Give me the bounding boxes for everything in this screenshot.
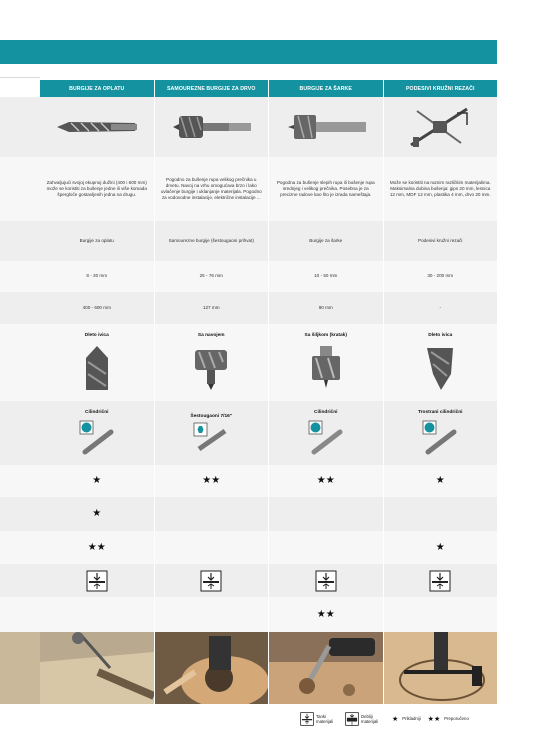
tip-cell xyxy=(268,324,383,401)
table-row-name xyxy=(40,221,497,261)
usage-photo-hinge xyxy=(268,632,383,704)
length-cell: 400 - 600 mm xyxy=(40,292,154,324)
name-cell: Burgije za šarke xyxy=(268,221,383,261)
shank-label: Šestougaoni 7/16" xyxy=(190,413,233,419)
shank-label: Cilindrični xyxy=(314,409,338,415)
tip-label: Dleto ivica xyxy=(428,332,453,338)
legend-label: Tanki materijali xyxy=(316,713,334,724)
round-shank-icon xyxy=(308,420,344,456)
legend-thick xyxy=(345,712,385,726)
thin-material-icon xyxy=(86,570,108,592)
length-cell: 127 mm xyxy=(154,292,269,324)
column-header: BURGIJE ZA ŠARKE xyxy=(268,80,383,97)
thick-material-icon xyxy=(345,712,359,726)
row-label-cell xyxy=(0,597,40,632)
shank-label: Trostrani cilindrični xyxy=(417,409,463,415)
round-shank-icon xyxy=(79,420,115,456)
material-cell xyxy=(40,564,154,597)
table-row-diameter xyxy=(40,261,497,292)
description-cell: Pogodna za bušenje slepih rupa ili bušenje rupa srednjeg i velikog prečnika. Posebna je za precizne radove kao što je izrada nameštaja. xyxy=(268,157,383,221)
shank-cell xyxy=(40,401,154,465)
drilling-wood-photo xyxy=(40,632,154,704)
rating-stars: ★ xyxy=(92,508,102,519)
row-label-cell xyxy=(0,97,40,157)
rating-cell xyxy=(40,597,154,632)
row-label-cell xyxy=(0,401,40,465)
bit-image-cell xyxy=(40,97,154,157)
rating-cell xyxy=(268,465,383,497)
row-label-cell xyxy=(0,324,40,401)
shank-cell xyxy=(383,401,498,465)
legend-recommended xyxy=(428,716,469,723)
usage-photos xyxy=(40,632,497,704)
rating-cell xyxy=(383,531,498,564)
row-label-cell xyxy=(0,465,40,497)
rating-stars: ★ xyxy=(435,475,445,486)
table-row-rating xyxy=(40,531,497,564)
row-label-cell xyxy=(0,564,40,597)
legend-label: Preporučeno xyxy=(444,716,469,722)
hex-shank-icon xyxy=(193,422,229,452)
row-label-cell xyxy=(0,531,40,564)
rating-stars: ★★ xyxy=(316,475,335,486)
legend-label: Debliji materijali xyxy=(361,713,379,724)
material-cell xyxy=(154,564,269,597)
length-cell: - xyxy=(383,292,498,324)
threaded-tip-icon xyxy=(191,344,231,392)
rating-stars: ★★ xyxy=(87,541,106,553)
rating-cell xyxy=(268,531,383,564)
column-header: PODESIVI KRUŽNI REZAČI xyxy=(383,80,498,97)
divider xyxy=(0,77,40,78)
rating-cell xyxy=(383,497,498,531)
rating-stars: ★ xyxy=(435,541,445,553)
material-cell xyxy=(383,564,498,597)
star-icon: ★★ xyxy=(427,715,441,723)
chisel-edge-tip-icon xyxy=(423,344,457,392)
rating-cell xyxy=(40,465,154,497)
table-row-shank xyxy=(40,401,497,465)
name-cell: Samourezne burgije (šestougaoni prihvat) xyxy=(154,221,269,261)
column-header: SAMOUREZNE BURGIJE ZA DRVO xyxy=(154,80,269,97)
rating-cell xyxy=(154,531,269,564)
rating-stars: ★ xyxy=(92,475,102,486)
column-header: BURGIJE ZA OPLATU xyxy=(40,80,154,97)
usage-photo-formwork xyxy=(40,632,154,704)
shank-cell xyxy=(154,401,269,465)
hinge-bit-icon xyxy=(284,110,368,144)
rating-cell xyxy=(268,497,383,531)
rating-cell xyxy=(154,497,269,531)
name-cell: Podesivi kružni rezači xyxy=(383,221,498,261)
length-cell: 90 mm xyxy=(268,292,383,324)
table-row-rating xyxy=(40,597,497,632)
table-header xyxy=(40,80,497,97)
bit-image-cell xyxy=(154,97,269,157)
description-cell: Zahvaljujući svojoj ekupnoj dužini (400 i 600 mm) može se koristiti za bušenje jedne ili više komada špergloče gostavljenih jedna na drugu. xyxy=(40,157,154,221)
table-row-rating xyxy=(40,465,497,497)
material-cell xyxy=(268,564,383,597)
row-label-cell xyxy=(0,632,40,704)
rating-cell xyxy=(383,597,498,632)
tip-cell xyxy=(154,324,269,401)
rating-cell xyxy=(383,465,498,497)
diameter-cell: 8 - 30 mm xyxy=(40,261,154,292)
thin-material-icon xyxy=(315,570,337,592)
rating-cell xyxy=(154,597,269,632)
table-row-rating xyxy=(40,497,497,531)
tip-label: Sa navojem xyxy=(197,332,225,338)
circle-cutter-icon xyxy=(405,103,475,151)
table-row-description xyxy=(40,157,497,221)
table-row-length xyxy=(40,292,497,324)
shank-cell xyxy=(268,401,383,465)
table-row-material xyxy=(40,564,497,597)
legend-thin xyxy=(300,712,338,726)
row-label-cell xyxy=(0,221,40,261)
usage-photo-circle-cutter xyxy=(383,632,498,704)
tip-label: Dleto ivica xyxy=(84,332,109,338)
star-icon: ★ xyxy=(392,715,399,723)
auger-drilling-photo xyxy=(155,632,269,704)
row-label-cell xyxy=(0,292,40,324)
diameter-cell: 10 - 50 mm xyxy=(268,261,383,292)
tip-cell xyxy=(383,324,498,401)
top-banner xyxy=(0,40,497,64)
tip-label: Sa šiljkom (kratak) xyxy=(304,332,347,338)
thin-material-icon xyxy=(200,570,222,592)
spur-tip-icon xyxy=(306,344,346,392)
rating-cell xyxy=(154,465,269,497)
description-cell: Može se koristiti na raznim različitim materijalima. Maksimalna dubina bušenja: gips 20 mm, lesnica 12 mm, MDF 12 mm, plastika 4 mm, drvo 20 mm. xyxy=(383,157,498,221)
rating-cell xyxy=(40,531,154,564)
legend xyxy=(300,710,500,728)
rating-cell xyxy=(268,597,383,632)
diameter-cell: 30 - 200 mm xyxy=(383,261,498,292)
row-label-cell xyxy=(0,261,40,292)
table-row-images xyxy=(40,97,497,157)
legend-suitable xyxy=(392,716,421,723)
rating-stars: ★★ xyxy=(202,475,221,486)
legend-label: Prikladniji xyxy=(402,716,421,722)
circle-cutting-photo xyxy=(384,632,498,704)
shank-label: Cilindrični xyxy=(85,409,109,415)
thin-material-icon xyxy=(429,570,451,592)
diameter-cell: 25 - 76 mm xyxy=(154,261,269,292)
thin-material-icon xyxy=(300,712,314,726)
rating-cell xyxy=(40,497,154,531)
auger-bit-icon xyxy=(169,110,253,144)
hinge-drilling-photo xyxy=(269,632,383,704)
row-label-cell xyxy=(0,157,40,221)
bit-image-cell xyxy=(268,97,383,157)
row-label-cell xyxy=(0,497,40,531)
triangular-shank-icon xyxy=(422,420,458,456)
table-row-tip xyxy=(40,324,497,401)
usage-photo-auger xyxy=(154,632,269,704)
tip-cell xyxy=(40,324,154,401)
description-cell: Pogodno za bušenje rupa velikog prečnika u drvetu. Navoj na vrhu omogućava brzo i lako uvlačenje burgije i uklanjanje materijala. Pogodno za vodovodne instalacije, električne instalacije ... xyxy=(154,157,269,221)
formwork-bit-icon xyxy=(55,114,139,140)
bit-image-cell xyxy=(383,97,498,157)
rating-stars: ★★ xyxy=(316,608,335,620)
name-cell: Burgije za oplatu xyxy=(40,221,154,261)
brad-point-tip-icon xyxy=(82,344,112,392)
